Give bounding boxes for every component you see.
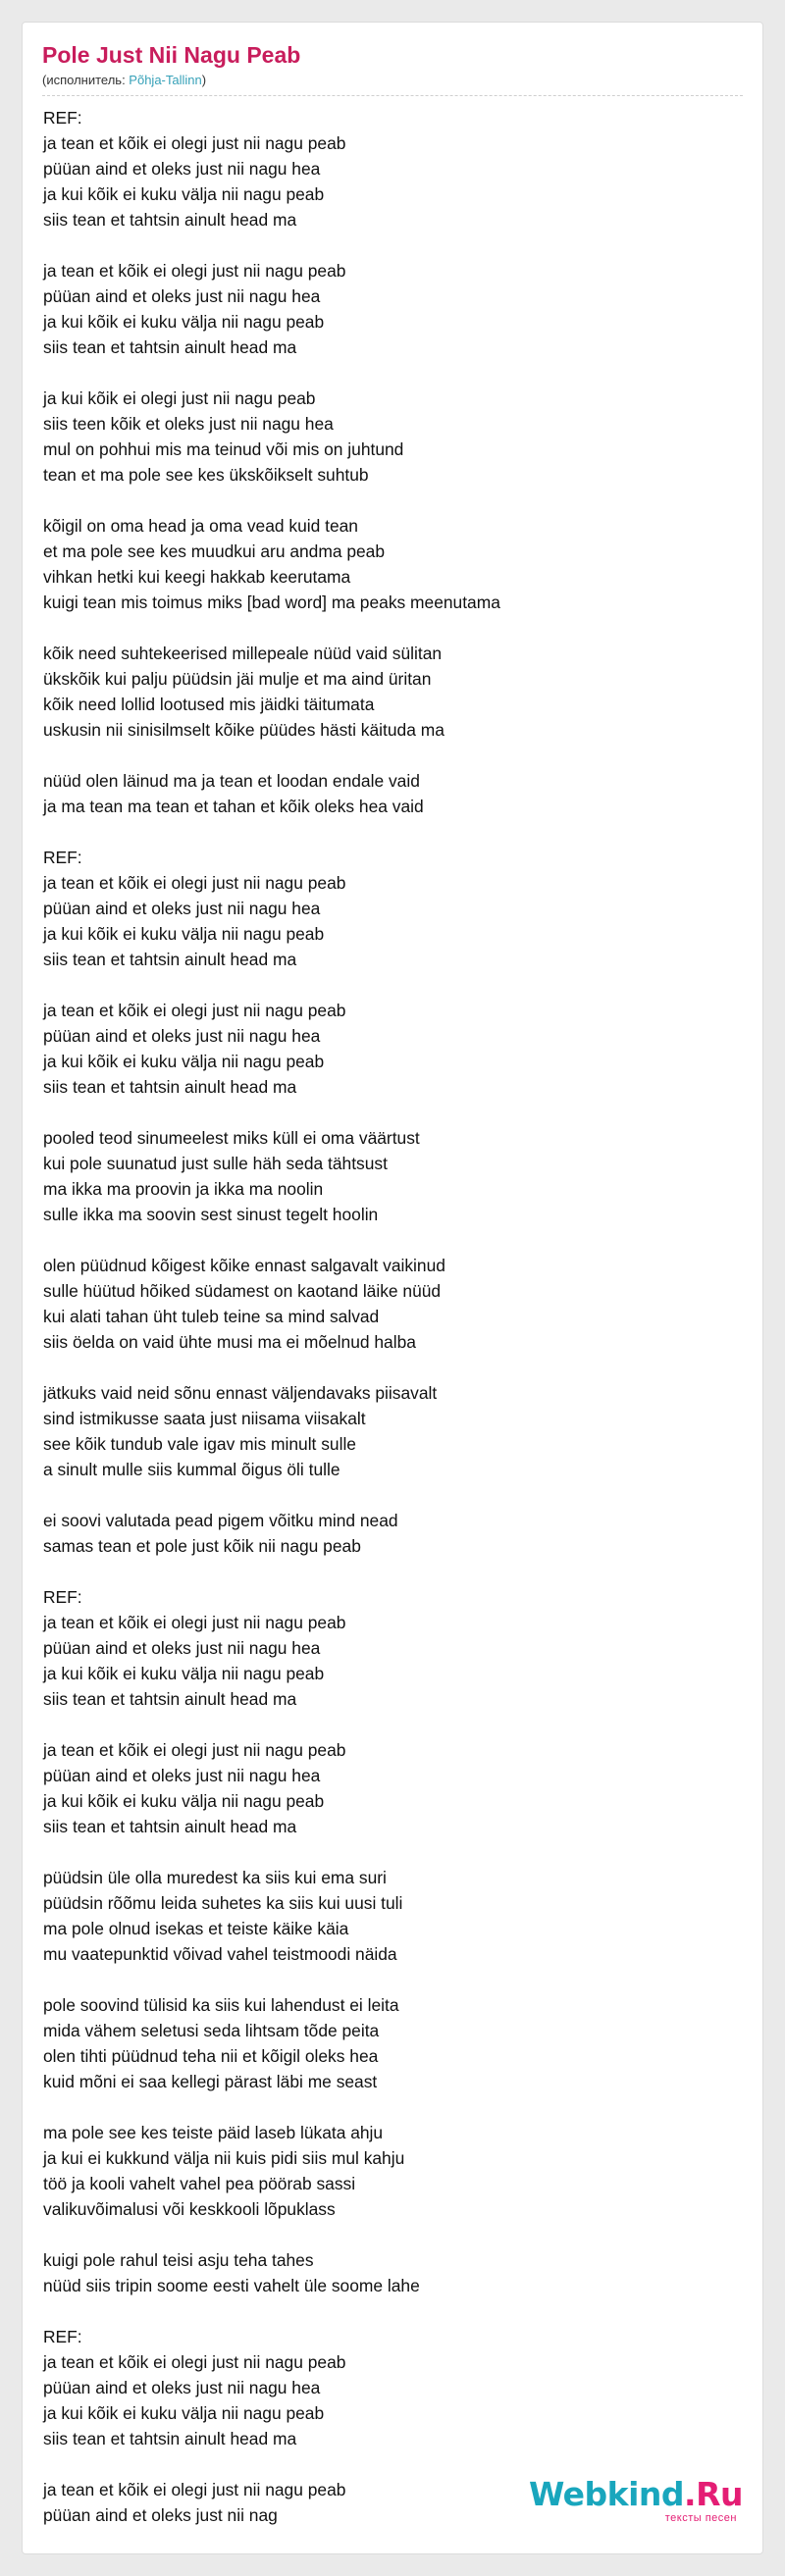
lyrics-stanza	[43, 998, 743, 1100]
lyric-line: REF:	[43, 848, 82, 867]
lyric-line: REF:	[43, 108, 82, 128]
lyric-line: püüan aind et oleks just nii nagu hea	[43, 899, 321, 918]
lyric-line: tean et ma pole see kes ükskõikselt suhtub	[43, 465, 369, 485]
lyric-line: et ma pole see kes muudkui aru andma peab	[43, 541, 386, 561]
lyric-line: töö ja kooli vahelt vahel pea pöörab sassi	[43, 2174, 356, 2193]
lyric-line: siis tean et tahtsin ainult head ma	[43, 1689, 297, 1709]
webkind-logo[interactable]	[528, 2475, 743, 2530]
lyric-line: ükskõik kui palju püüdsin jäi mulje et ma aind üritan	[43, 669, 432, 689]
lyric-line: siis tean et tahtsin ainult head ma	[43, 1077, 297, 1097]
lyric-line: ma pole see kes teiste päid laseb lükata ahju	[43, 2123, 384, 2142]
lyric-line: ja kui kõik ei kuku välja nii nagu peab	[43, 1664, 325, 1683]
lyric-line: sind istmikusse saata just niisama viisakalt	[43, 1409, 366, 1428]
lyrics-stanza	[43, 1253, 743, 1355]
logo-wordmark	[529, 2475, 743, 2514]
lyrics-stanza	[43, 1865, 743, 1967]
performer-suffix: )	[201, 73, 207, 87]
lyric-line: nüüd olen läinud ma ja tean et loodan endale vaid	[43, 771, 420, 791]
lyric-line: jätkuks vaid neid sõnu ennast väljendavaks piisavalt	[43, 1383, 438, 1403]
lyric-line: pooled teod sinumeelest miks küll ei oma väärtust	[43, 1128, 420, 1148]
lyric-line: nüüd siis tripin soome eesti vahelt üle soome lahe	[43, 2276, 420, 2295]
lyric-line: siis teen kõik et oleks just nii nagu hea	[43, 414, 334, 434]
lyric-line: kõik need suhtekeerised millepeale nüüd vaid sülitan	[43, 644, 443, 663]
lyrics-stanza	[43, 2120, 743, 2222]
lyric-line: ja kui kõik ei kuku välja nii nagu peab	[43, 184, 325, 204]
lyric-line: sulle hüütud hõiked südamest on kaotand läike nüüd	[43, 1281, 442, 1301]
lyrics-stanza	[43, 1508, 743, 1559]
lyric-line: valikuvõimalusi või keskkooli lõpuklass	[43, 2199, 336, 2219]
lyric-line: ma ikka ma proovin ja ikka ma noolin	[43, 1179, 324, 1199]
lyrics-stanza	[43, 641, 743, 743]
lyric-line: ja kui kõik ei kuku välja nii nagu peab	[43, 2403, 325, 2423]
lyric-line: olen tihti püüdnud teha nii et kõigil oleks hea	[43, 2046, 379, 2066]
lyric-line: ja tean et kõik ei olegi just nii nagu peab	[43, 1613, 346, 1632]
lyric-line: siis tean et tahtsin ainult head ma	[43, 1817, 297, 1836]
logo-tagline: тексты песен	[664, 2512, 737, 2524]
lyric-line: püüan aind et oleks just nii nagu hea	[43, 1766, 321, 1785]
lyric-line: kõigil on oma head ja oma vead kuid tean	[43, 516, 358, 536]
performer-line	[42, 72, 743, 89]
logo-tld: .Ru	[684, 2475, 743, 2513]
lyric-line: pole soovind tülisid ka siis kui lahendust ei leita	[43, 1995, 399, 2015]
lyric-line: see kõik tundub vale igav mis minult sulle	[43, 1434, 356, 1454]
lyrics-stanza	[43, 1584, 743, 1712]
lyric-line: REF:	[43, 2327, 82, 2346]
lyric-line: püüan aind et oleks just nii nagu hea	[43, 1638, 321, 1658]
lyrics-card	[22, 22, 763, 2554]
lyric-line: kuid mõni ei saa kellegi pärast läbi me seast	[43, 2072, 378, 2091]
logo-main-text: Webkind	[528, 2475, 685, 2513]
lyric-line: samas tean et pole just kõik nii nagu peab	[43, 1536, 361, 1556]
lyrics-stanza	[43, 258, 743, 360]
lyric-line: püüan aind et oleks just nii nagu hea	[43, 159, 321, 179]
lyric-line: püüan aind et oleks just nii nagu hea	[43, 286, 321, 306]
lyric-line: püüdsin üle olla muredest ka siis kui ema suri	[43, 1868, 387, 1887]
lyrics-stanza	[43, 2247, 743, 2298]
lyrics-stanza	[43, 1992, 743, 2094]
lyric-line: kõik need lollid lootused mis jäidki täitumata	[43, 695, 375, 714]
performer-link[interactable]: Põhja-Tallinn	[129, 73, 202, 87]
lyric-line: ja kui kõik ei kuku välja nii nagu peab	[43, 312, 325, 332]
song-title: Pole Just Nii Nagu Peab	[42, 42, 301, 68]
lyric-line: mu vaatepunktid võivad vahel teistmoodi näida	[43, 1944, 397, 1964]
lyric-line: ja kui kõik ei kuku välja nii nagu peab	[43, 1052, 325, 1071]
lyrics-stanza	[43, 1737, 743, 1839]
lyrics-stanza	[43, 1125, 743, 1227]
performer-prefix: (исполнитель:	[42, 73, 130, 87]
lyric-line: püüan aind et oleks just nii nag	[43, 2505, 278, 2525]
lyric-line: ja tean et kõik ei olegi just nii nagu peab	[43, 133, 346, 153]
song-header	[42, 40, 743, 96]
lyric-line: sulle ikka ma soovin sest sinust tegelt hoolin	[43, 1205, 379, 1224]
lyric-line: ja tean et kõik ei olegi just nii nagu peab	[43, 1740, 346, 1760]
lyrics-text	[43, 105, 743, 2553]
lyrics-stanza	[43, 2324, 743, 2451]
lyric-line: ja kui kõik ei olegi just nii nagu peab	[43, 388, 316, 408]
lyric-line: kui pole suunatud just sulle häh seda tähtsust	[43, 1154, 388, 1173]
lyric-line: püüan aind et oleks just nii nagu hea	[43, 1026, 321, 1046]
lyric-line: kuigi tean mis toimus miks [bad word] ma peaks meenutama	[43, 592, 500, 612]
lyric-line: ja tean et kõik ei olegi just nii nagu peab	[43, 2480, 346, 2499]
lyric-line: ja tean et kõik ei olegi just nii nagu peab	[43, 2352, 346, 2372]
lyric-line: ma pole olnud isekas et teiste käike käia	[43, 1919, 349, 1938]
lyric-line: a sinult mulle siis kummal õigus öli tulle	[43, 1460, 340, 1479]
lyric-line: ja kui kõik ei kuku välja nii nagu peab	[43, 924, 325, 944]
lyrics-stanza	[43, 513, 743, 615]
lyric-line: kui alati tahan üht tuleb teine sa mind salvad	[43, 1307, 380, 1326]
lyric-line: ja kui ei kukkund välja nii kuis pidi siis mul kahju	[43, 2148, 405, 2168]
lyrics-stanza	[43, 386, 743, 488]
lyric-line: siis tean et tahtsin ainult head ma	[43, 950, 297, 969]
lyric-line: ja kui kõik ei kuku välja nii nagu peab	[43, 1791, 325, 1811]
lyrics-stanza	[43, 768, 743, 819]
lyric-line: REF:	[43, 1587, 82, 1607]
lyrics-stanza	[43, 105, 743, 232]
lyric-line: siis tean et tahtsin ainult head ma	[43, 337, 297, 357]
lyric-line: siis tean et tahtsin ainult head ma	[43, 2429, 297, 2448]
lyric-line: kuigi pole rahul teisi asju teha tahes	[43, 2250, 314, 2270]
lyric-line: mul on pohhui mis ma teinud või mis on juhtund	[43, 439, 404, 459]
lyric-line: uskusin nii sinisilmselt kõike püüdes hästi käituda ma	[43, 720, 445, 740]
lyrics-stanza	[43, 1380, 743, 1482]
lyric-line: püüdsin rõõmu leida suhetes ka siis kui uusi tuli	[43, 1893, 403, 1913]
lyric-line: ja tean et kõik ei olegi just nii nagu peab	[43, 1001, 346, 1020]
lyric-line: ja ma tean ma tean et tahan et kõik oleks hea vaid	[43, 797, 424, 816]
lyric-line: ja tean et kõik ei olegi just nii nagu peab	[43, 873, 346, 893]
lyric-line: siis öelda on vaid ühte musi ma ei mõelnud halba	[43, 1332, 416, 1352]
lyric-line: mida vähem seletusi seda lihtsam tõde peita	[43, 2021, 380, 2040]
lyric-line: siis tean et tahtsin ainult head ma	[43, 210, 297, 230]
lyric-line: ei soovi valutada pead pigem võitku mind nead	[43, 1511, 398, 1530]
lyrics-stanza	[43, 845, 743, 972]
lyric-line: püüan aind et oleks just nii nagu hea	[43, 2378, 321, 2397]
lyric-line: ja tean et kõik ei olegi just nii nagu peab	[43, 261, 346, 281]
lyric-line: vihkan hetki kui keegi hakkab keerutama	[43, 567, 351, 587]
lyric-line: olen püüdnud kõigest kõike ennast salgavalt vaikinud	[43, 1256, 445, 1275]
